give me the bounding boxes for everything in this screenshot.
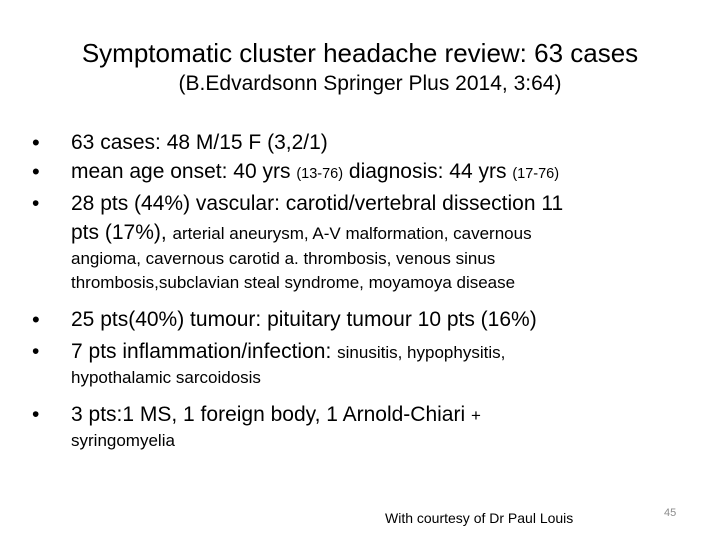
bullet-text-small: + [470,406,481,425]
bullet-line [71,218,708,247]
bullet-text: pts (17%), [71,221,173,244]
bullet-item-inflammation [28,337,708,390]
bullet-text-small: arterial aneurysm, A-V malformation, cavernous [172,224,532,243]
bullet-item-vascular [28,189,708,295]
bullet-marker: • [32,340,40,363]
bullet-item-cases [28,128,708,157]
bullet-text: 25 pts(40%) tumour: pituitary tumour 10 pts (16%) [71,308,537,331]
bullet-line [71,337,708,366]
bullet-marker: • [32,192,40,215]
bullet-text-small: hypothalamic sarcoidosis [71,368,261,387]
bullet-line [71,400,708,429]
bullet-text: 7 pts inflammation/infection: [71,340,338,363]
bullet-list [28,128,708,453]
bullet-text: mean age onset: 40 yrs [71,160,297,183]
slide-subtitle: (B.Edvardsonn Springer Plus 2014, 3:64) [178,72,562,95]
bullet-marker: • [32,403,40,426]
bullet-text: diagnosis: 44 yrs [343,160,513,183]
bullet-marker: • [32,130,40,155]
bullet-item-other [28,400,708,453]
bullet-item-tumour [28,305,708,334]
bullet-range-onset: (13-76) [296,166,344,182]
bullet-text: 3 pts:1 MS, 1 foreign body, 1 Arnold-Chiari [71,403,471,426]
bullet-text-small: syringomyelia [71,431,175,450]
page-number: 45 [664,507,677,519]
bullet-text: 28 pts (44%) vascular: carotid/vertebral dissection 11 [71,192,564,215]
slide-title: Symptomatic cluster headache review: 63 cases [81,38,639,68]
bullet-text-small: thrombosis,subclavian steal syndrome, moyamoya disease [71,273,516,292]
bullet-item-age [28,157,708,189]
bullet-text-small: sinusitis, hypophysitis, [337,343,506,362]
bullet-marker: • [32,307,40,332]
courtesy-note: With courtesy of Dr Paul Louis [385,510,574,526]
bullet-range-diagnosis: (17-76) [512,166,560,182]
bullet-text: 63 cases: 48 M/15 F (3,2/1) [71,131,328,154]
bullet-marker: • [32,159,40,184]
bullet-text-small: angioma, cavernous carotid a. thrombosis, venous sinus [71,249,496,268]
